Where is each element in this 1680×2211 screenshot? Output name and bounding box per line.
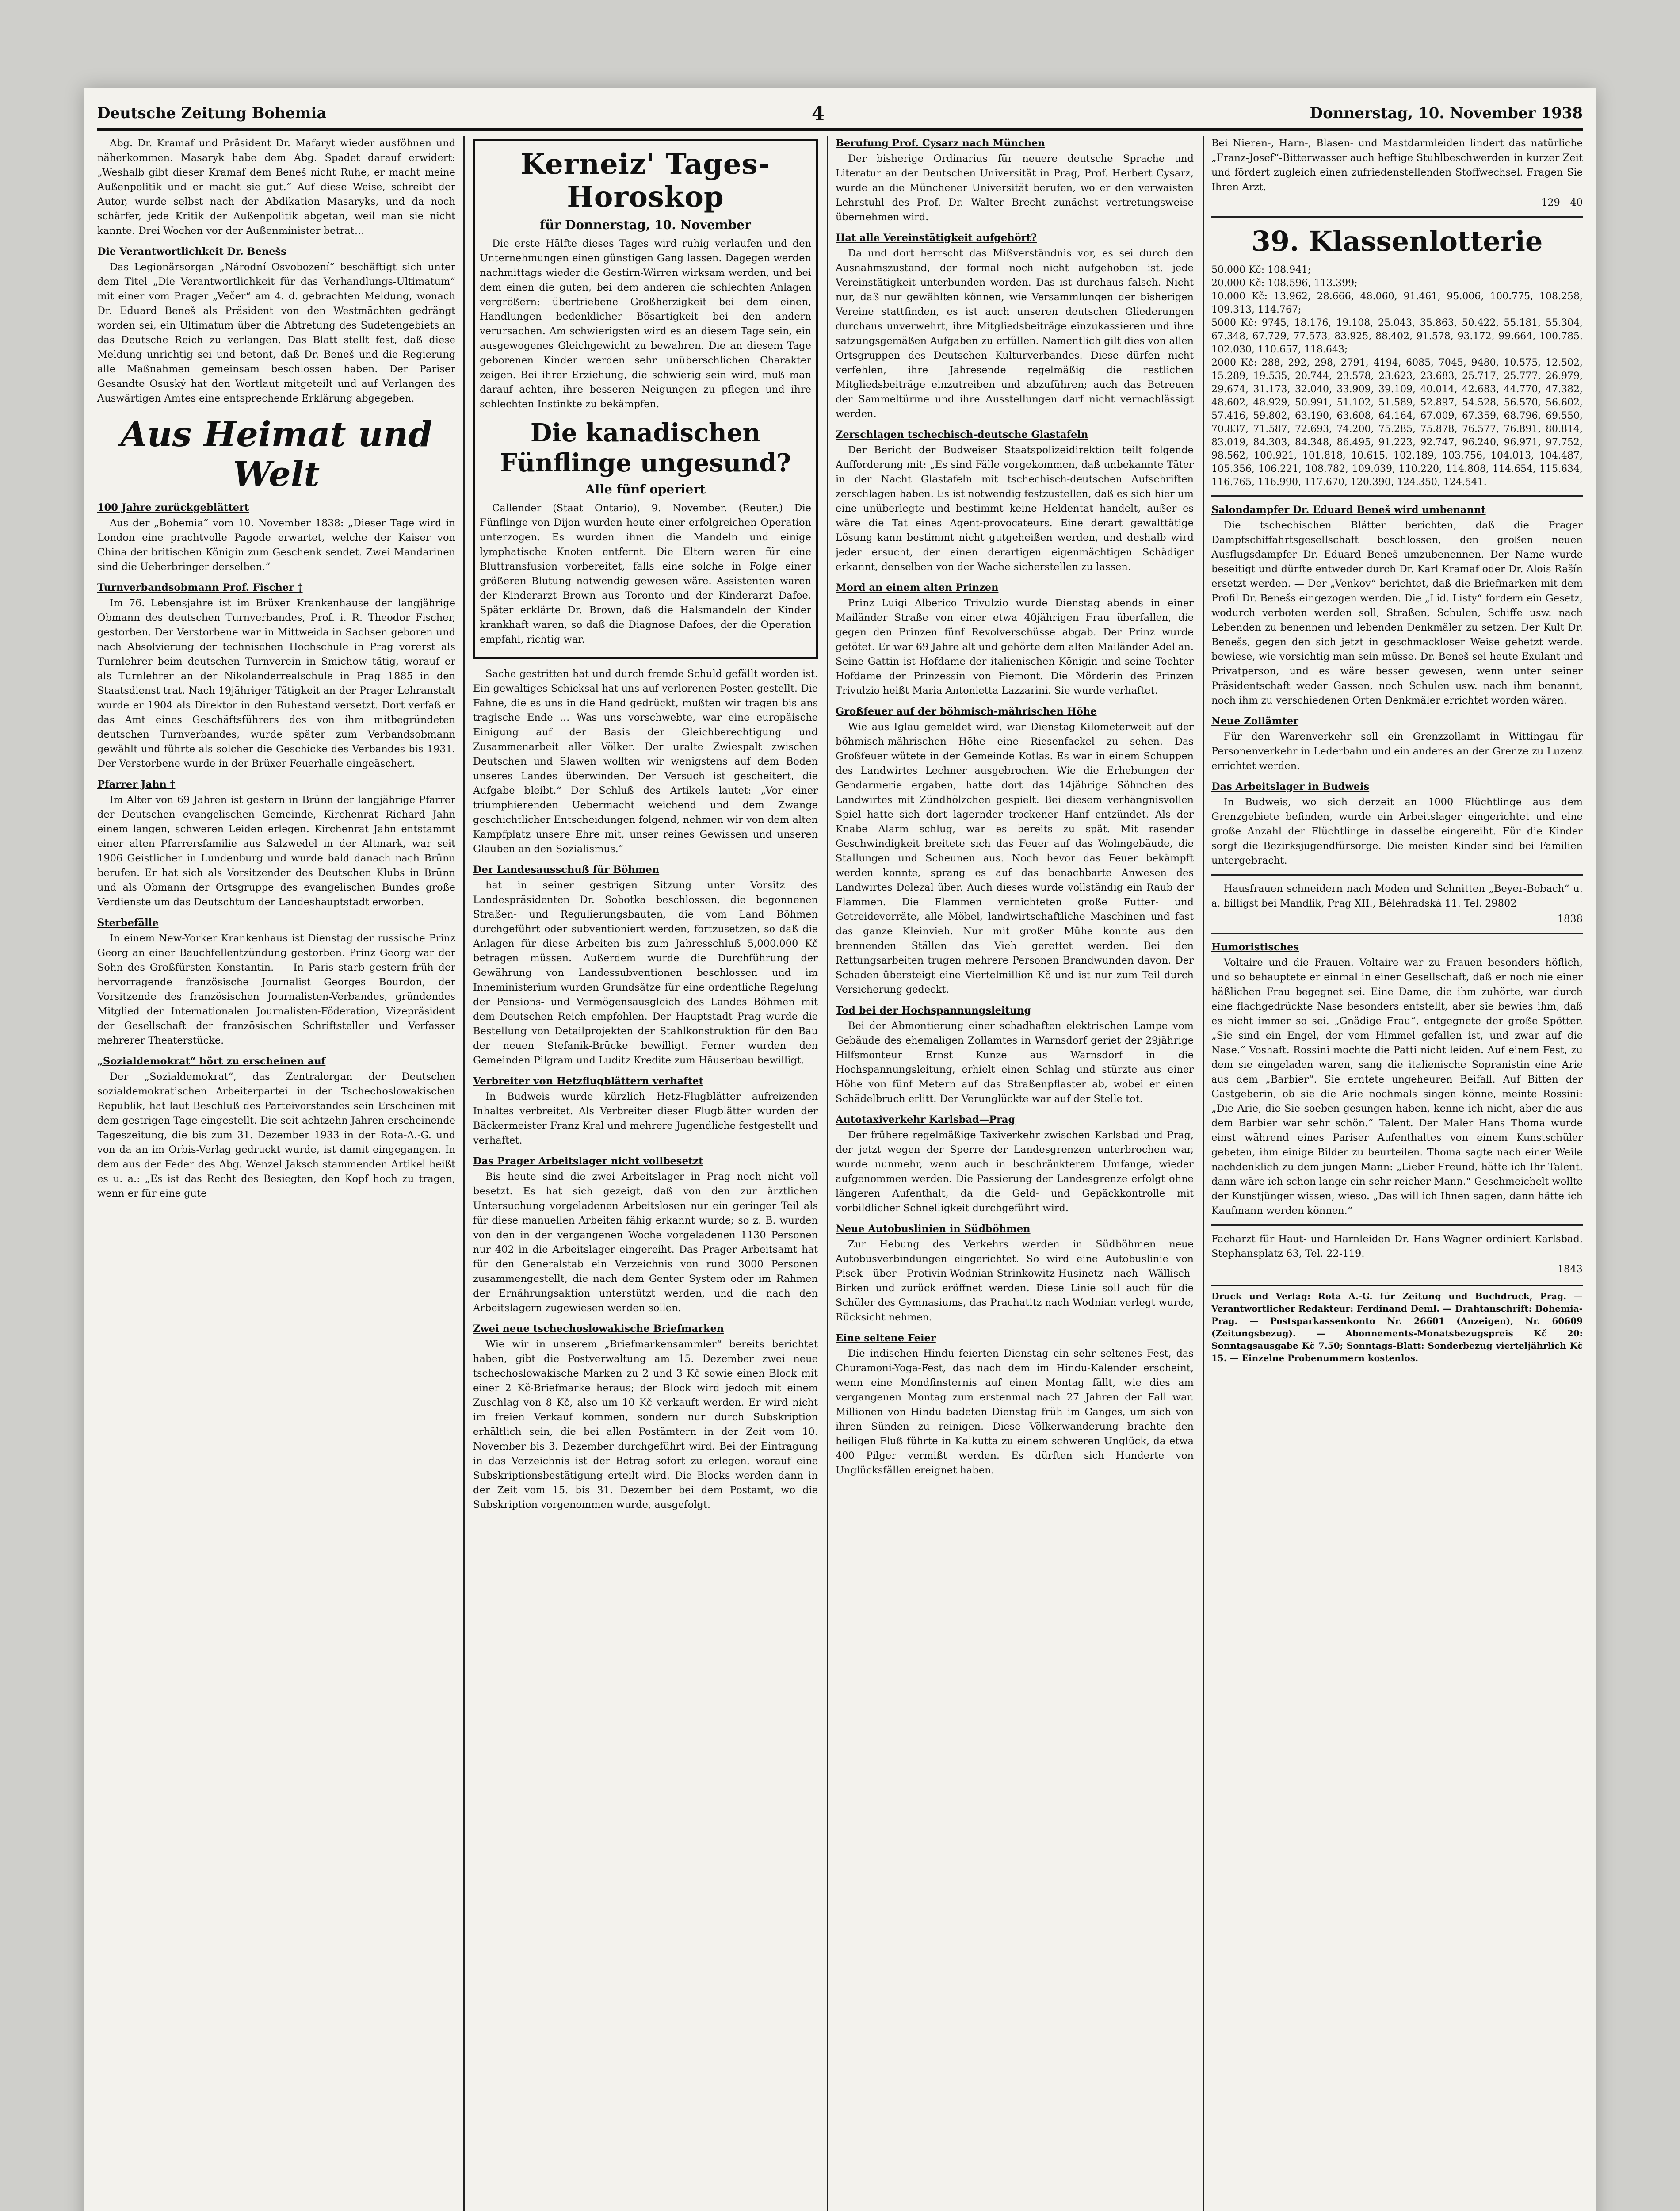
divider (1211, 874, 1583, 876)
article-heading: Neue Zollämter (1211, 715, 1298, 727)
article-text: Aus der „Bohemia“ vom 10. November 1838: „Dieser Tage wird in London eine prachtvolle Pagode erwartet, welche der Kaiser von China der britischen Königin zum Geschenk sendet. Zwei Mandarinen sind die Ueberbringer derselben.“ (97, 517, 455, 573)
article-text: Voltaire und die Frauen. Voltaire war zu Frauen besonders höflich, und so behauptete er einmal in einer Gesellschaft, daß er noch nie einer häßlichen Frau begegnet sei. Eine Dame, die ihm zuhörte, war durch eine flachgedrückte Nase besonders entstellt, aber sie bewies ihm, daß es nicht immer so sei. „Gnädige Frau“, entgegnete der große Spötter, „Sie sind ein Engel, der vom Himmel gefallen ist, und zwar auf die Nase.“ Voshaft. Rossini mochte die Patti nicht leiden. Auf einem Fest, zu dem sie eingeladen waren, sang die italienische Sopranistin eine Arie aus dem „Barbier“. Sie erntete ungeheuren Beifall. Auf Bitten der Gastgeberin, ob sie die Arie nochmals singen könne, meinte Rossini: „Die Arie, die Sie soeben gesungen haben, kenne ich nicht, aber die aus dem Barbier war sehr schön.“ Talent. Der Maler Hans Thoma wurde einst während eines Pariser Aufenthaltes von einem Kunstschüler gebeten, ihm einige Bilder zu beurteilen. Thoma sagte nach einer Weile nachdenklich zu dem jungen Mann: „Lieber Freund, hätte ich Ihr Talent, dann wäre ich schon lange ein sehr reicher Mann.“ Geschmeichelt wollte der Kunstjünger wissen, wieso. „Das will ich Ihnen sagen, dann hätte ich Kaufmann werden können.“ (1211, 957, 1583, 1216)
article-heading: Großfeuer auf der böhmisch-mährischen Höhe (836, 706, 1097, 717)
column-rule (827, 136, 828, 2211)
article-heading: Eine seltene Feier (836, 1332, 936, 1344)
fuenflinge-text: Callender (Staat Ontario), 9. November. (Reuter.) Die Fünflinge von Dijon wurden heute einer erfolgreichen Operation unterzogen. Es wurden ihnen die Mandeln und einige lymphatische Knoten entfernt. Die Eltern waren für eine Bluttransfusion vorbereitet, falls eine solche in Folge einer größeren Blutung notwendig gewesen wäre. Assistenten waren der Kinderarzt Brown aus Toronto und der Kinderarzt Dafoe. Später erklärte Dr. Brown, daß die Halsmandeln der Kinder krankhaft waren, so daß die Diagnose Dafoes, der die Operation empfahl, richtig war. (480, 502, 811, 645)
advertisement: Hausfrauen schneidern nach Moden und Schnitten „Beyer-Bobach“ u. a. billigst bei Mandlik, Prag XII., Bělehradská 11. Tel. 29802 (1211, 883, 1583, 909)
horoscope-title: Kerneiz' Tages-Horoskop (520, 148, 771, 214)
lottery-row: 20.000 Kč: 108.596, 113.399; (1211, 278, 1358, 289)
ad-code: 129—40 (1541, 197, 1583, 208)
lottery-row: 5000 Kč: 9745, 18.176, 19.108, 25.043, 35.863, 50.422, 55.181, 55.304, 67.348, 67.729, 77.573, 83.925, 88.402, 91.578, 93.172, 99.664, 100.785, 102.030, 110.657, 118.643; (1211, 317, 1583, 355)
article-text: Wie wir in unserem „Briefmarkensammler“ bereits berichtet haben, gibt die Postverwaltung am 15. Dezember zwei neue tschechoslowakische Marken zu 2 und 3 Kč sowie einen Block mit einer 2 Kč-Briefmarke heraus; der Block wird jedoch mit einem Zuschlag von 8 Kč, also um 10 Kč verkauft werden. Er wird nicht im freien Verkauf kommen, sondern nur durch Subskription erhältlich sein, die bei allen Postämtern in der Zeit vom 10. November bis 3. Dezember durchgeführt wird. Bei der Eintragung in das Verzeichnis ist der Betrag sofort zu erlegen, worauf eine Subskriptionsbestätigung erteilt wird. Die Blocks werden dann in der Zeit vom 15. bis 31. Dezember bei dem Postamt, wo die Subskription vorgenommen wurde, ausgefolgt. (473, 1339, 818, 1511)
article-text: Sache gestritten hat und durch fremde Schuld gefällt worden ist. Ein gewaltiges Schicksal hat uns auf verlorenen Posten gestellt. Die Fahne, die es uns in die Hand gedrückt, mußten wir tragen bis ans tragische Ende … Was uns vorschwebte, war eine europäische Einigung auf der Basis der Gleichberechtigung und Zusammenarbeit aller Völker. Der uralte Zwiespalt zwischen Deutschen und Slawen wollten wir wenigstens auf dem Boden unseres Landes überwinden. Der Versuch ist gescheitert, die Aufgabe bleibt.“ Der Schluß des Artikels lautet: „Vor einer triumphierenden Uebermacht weichend und dem Zwange geschichtlicher Entscheidungen folgend, nehmen wir von dem alten Kampfplatz unsere Ehre mit, unser reines Gewissen und unseren Glauben an den Sozialismus.“ (473, 668, 818, 855)
lottery-title: 39. Klassenlotterie (1251, 225, 1543, 257)
article-heading: Zerschlagen tschechisch-deutsche Glastafeln (836, 429, 1088, 440)
page-number: 4 (811, 102, 825, 124)
column-3 (836, 136, 1194, 2211)
horoscope-box (473, 139, 818, 659)
divider (1211, 1224, 1583, 1226)
article-text: Prinz Luigi Alberico Trivulzio wurde Dienstag abends in einer Mailänder Straße von einer etwa 40jährigen Frau überfallen, die gegen den Prinzen fünf Revolverschüsse abgab. Der Prinz wurde getötet. Er war 69 Jahre alt und gehörte dem alten Mailänder Adel an. Seine Gattin ist Hofdame der italienischen Königin und seine Tochter Hofdame der Prinzessin von Piemont. Die Mörderin des Prinzen Trivulzio heißt Maria Antonietta Lazzarini. Sie wurde verhaftet. (836, 597, 1194, 696)
article-text: Der bisherige Ordinarius für neuere deutsche Sprache und Literatur an der Deutschen Universität in Prag, Prof. Herbert Cysarz, wurde an die Münchener Universität berufen, wo er den verwaisten Lehrstuhl des Prof. Dr. Walter Brecht zunächst vertretungsweise übernehmen wird. (836, 153, 1194, 223)
article-text: Zur Hebung des Verkehrs werden in Südböhmen neue Autobusverbindungen eingerichtet. So wird eine Autobuslinie von Pisek über Protivin-Wodnian-Strinkowitz-Husinetz nach Wällisch-Birken und zurück eröffnet werden. Diese Linie soll auch für die Schüler des Gymnasiums, das Prachatitz nach Wodnian verlegt wurde, Rücksicht nehmen. (836, 1239, 1194, 1323)
horoscope-subtitle: für Donnerstag, 10. November (540, 218, 751, 232)
article-heading: Humoristisches (1211, 941, 1299, 953)
article-text: Das Legionärsorgan „Národní Osvobození“ beschäftigt sich unter dem Titel „Die Verantwortlichkeit für das Verhandlungs-Ultimatum“ mit einer vom Prager „Večer“ am 4. d. gebrachten Meldung, wonach Dr. Eduard Beneš als Präsident von den Westmächten gedrängt worden sei, ein Ultimatum über die Abtretung des Sudetengebiets an das Deutsche Reich zu verlangen. Das Blatt stellt fest, daß diese Meldung unrichtig sei und betont, daß Dr. Beneš und die Regierung alle Maßnahmen gemeinsam beschlossen haben. Der Pariser Gesandte Osuský hat den Wortlaut mitgeteilt und auf Verlangen des Auswärtigen Amtes eine entsprechende Erklärung abgegeben. (97, 261, 455, 404)
article-heading: Pfarrer Jahn † (97, 779, 176, 790)
fuenflinge-subtitle: Alle fünf operiert (585, 482, 706, 497)
divider (1211, 933, 1583, 934)
advertisement: Facharzt für Haut- und Harnleiden Dr. Hans Wagner ordiniert Karlsbad, Stephansplatz 63, Tel. 22-119. (1211, 1233, 1583, 1259)
article-heading: Berufung Prof. Cysarz nach München (836, 138, 1045, 149)
article-heading: Sterbefälle (97, 917, 159, 929)
article-text: Im Alter von 69 Jahren ist gestern in Brünn der langjährige Pfarrer der Deutschen evangelischen Gemeinde, Kirchenrat Richard Jahn einem langen, schweren Leiden erlegen. Kirchenrat Jahn entstammt einer alten Pfarrersfamilie aus Salzwedel in der Altmark, war seit 1906 Geistlicher in Lundenburg und wurde bald danach nach Brünn berufen. Er hat sich als Vorsitzender des Deutschen Klubs in Brünn und als Obmann der Ortsgruppe des evangelischen Bundes große Verdienste um das Deutschtum der Landeshauptstadt erworben. (97, 794, 455, 908)
article-heading: Der Landesausschuß für Böhmen (473, 864, 660, 876)
article-text: Die tschechischen Blätter berichten, daß die Prager Dampfschiffahrtsgesellschaft beschlossen, den großen neuen Ausflugsdampfer Dr. Eduard Beneš umzubenennen. Der Name wurde beseitigt und dürfte entweder durch Dr. Karl Kramaf oder Dr. Alois Rašín ersetzt werden. — Der „Venkov“ berichtet, daß die Briefmarken mit dem Profil Dr. Benešs eingezogen werden. Die „Lid. Listy“ fordern ein Gesetz, wodurch verboten werden soll, Straßen, Schulen, Schiffe usw. nach Lebenden zu benennen und lebenden Denkmäler zu setzen. Der Kult Dr. Benešs, gegen den sich jetzt in geschmackloser Weise gehetzt werde, bewiese, wie vorsichtig man sein müsse. Dr. Beneš sei heute Exulant und Privatperson, und es wäre besser gewesen, wenn unter seiner Präsidentschaft weder Gassen, noch Schulen usw. nach ihm benannt, noch ihm zu verschiedenen Orten Denkmäler errichtet worden wären. (1211, 520, 1583, 706)
article-text: In Budweis wurde kürzlich Hetz-Flugblätter aufreizenden Inhaltes verbreitet. Als Verbreiter dieser Flugblätter wurden der Bäckermeister Franz Kral und mehrere Jugendliche festgestellt und verhaftet. (473, 1091, 818, 1146)
article-text: In einem New-Yorker Krankenhaus ist Dienstag der russische Prinz Georg an einer Bauchfellentzündung gestorben. Prinz Georg war der Sohn des Großfürsten Konstantin. — In Paris starb gestern früh der hervorragende französische Journalist Georges Bourdon, der Vorsitzende des französischen Journalisten-Verbandes, gründendes Mitglied der Internationalen Journalisten-Föderation, Vizepräsident der Gesellschaft der französischen Schriftsteller und Verfasser mehrerer Theaterstücke. (97, 933, 455, 1046)
lottery-row: 50.000 Kč: 108.941; (1211, 264, 1311, 275)
article-text: Der frühere regelmäßige Taxiverkehr zwischen Karlsbad und Prag, der jetzt wegen der Sperre der Landesgrenzen unterbrochen war, wurde nunmehr, wenn auch in beschränkterem Umfange, wieder aufgenommen werden. Die Passierung der Landesgrenze erfolgt ohne längeren Aufenthalt, da die Geld- und Gepäckkontrolle mit vorbildlicher Schnelligkeit durchgeführt wird. (836, 1129, 1194, 1214)
article-text: Bei der Abmontierung einer schadhaften elektrischen Lampe vom Gebäude des ehemaligen Zollamtes in Warnsdorf geriet der 29jährige Hilfsmonteur Ernst Kunze aus Warnsdorf in die Hochspannungsleitung, erhielt einen Schlag und stürzte aus einer Höhe von fünf Metern auf das Straßenpflaster ab, wobei er einen Schädelbruch erlitt. Der Verunglückte war auf der Stelle tot. (836, 1020, 1194, 1105)
article-heading: „Sozialdemokrat“ hört zu erscheinen auf (97, 1056, 326, 1067)
column-rule (463, 136, 465, 2211)
lottery-row: 10.000 Kč: 13.962, 28.666, 48.060, 91.461, 95.006, 100.775, 108.258, 109.313, 114.767; (1211, 291, 1583, 315)
newspaper-title: Deutsche Zeitung Bohemia (97, 104, 327, 122)
masthead (97, 98, 1583, 131)
advertisement: Bei Nieren-, Harn-, Blasen- und Mastdarmleiden lindert das natürliche „Franz-Josef“-Bitterwasser auch heftige Stuhlbeschwerden in kurzer Zeit und fördert zugleich einen zufriedenstellenden Stoffwechsel. Fragen Sie Ihren Arzt. (1211, 138, 1583, 193)
article-heading: 100 Jahre zurückgeblättert (97, 502, 249, 513)
article-text: In Budweis, wo sich derzeit an 1000 Flüchtlinge aus dem Grenzgebiete befinden, wurde ein Arbeitslager eingerichtet und eine große Anzahl der Flüchtlinge in dasselbe eingereiht. Für die Kinder sorgt die Bezirksjugendfürsorge. Die meisten Kinder sind bei Familien untergebracht. (1211, 796, 1583, 866)
article-heading: Salondampfer Dr. Eduard Beneš wird umbenannt (1211, 504, 1486, 516)
divider (1211, 495, 1583, 497)
article-text: Wie aus Iglau gemeldet wird, war Dienstag Kilometerweit auf der böhmisch-mährischen Höhe eine Riesenfackel zu sehen. Das Großfeuer wütete in der Gemeinde Kotlas. Es war in einem Schuppen des Landwirtes Lechner ausgebrochen. Wie die Erhebungen der Gendarmerie ergaben, hatte dort das 14jährige Söhnchen des Landwirtes mit Zündhölzchen gespielt. Bei diesem verhängnisvollen Spiel hatte sich dort lagernder trockener Hanf entzündet. Als der Knabe Alarm schlug, war es bereits zu spät. Mit rasender Geschwindigkeit breitete sich das Feuer auf das Wohngebäude, die Stallungen und Scheunen aus. Noch bevor das Feuer bekämpft werden konnte, sprang es auf das benachbarte Anwesen des Landwirtes Dolezal über. Auch dieses wurde vollständig ein Raub der Flammen. Die Flammen vernichteten große Futter- und Getreidevorräte, alle Möbel, landwirtschaftliche Maschinen und fast das ganze Kleinvieh. Nur mit großer Mühe konnte aus den brennenden Ställen das Vieh gerettet werden. Bei den Rettungsarbeiten trugen mehrere Personen Brandwunden davon. Der Schaden übersteigt eine Viertelmillion Kč und ist nur zum Teil durch Versicherung gedeckt. (836, 721, 1194, 995)
article-heading: Das Prager Arbeitslager nicht vollbesetzt (473, 1155, 703, 1167)
article-heading: Verbreiter von Hetzflugblättern verhaftet (473, 1075, 703, 1087)
article-text: Der „Sozialdemokrat“, das Zentralorgan der Deutschen sozialdemokratischen Arbeiterpartei in der Tschechoslowakischen Republik, hat laut Beschluß des Parteivorstandes sein Erscheinen mit dem gestrigen Tage eingestellt. Die seit achtzehn Jahren erscheinende Tageszeitung, die bis zum 31. Dezember 1933 in der Rota-A.-G. und von da an im Orbis-Verlag gedruckt wurde, ist damit eingegangen. In dem aus der Feder des Abg. Wenzel Jaksch stammenden Artikel heißt es u. a.: „Es ist das Recht des Besiegten, den Kopf hoch zu tragen, wenn er für eine gute (97, 1071, 455, 1199)
article-heading: Mord an einem alten Prinzen (836, 582, 999, 593)
article-heading: Neue Autobuslinien in Südböhmen (836, 1223, 1031, 1235)
article-text: Für den Warenverkehr soll ein Grenzzollamt in Wittingau für Personenverkehr in Lederbahn und ein anderes an der Grenze zu Luzenz errichtet werden. (1211, 731, 1583, 772)
article-text: Da und dort herrscht das Mißverständnis vor, es sei durch den Ausnahmszustand, der formal noch nicht aufgehoben ist, jede Vereinstätigkeit unterbunden worden. Das ist durchaus falsch. Nicht nur, daß nur gewählten können, wie Versammlungen der bisherigen Vereine stattfinden, es ist auch unseren deutschen Gliederungen durchaus unverwehrt, ihre Mitgliedsbeiträge einzukassieren und ihre satzungsgemäßen Aufgaben zu erfüllen. Namentlich gilt dies von allen Ortsgruppen des Deutschen Kulturverbandes. Diese dürfen nicht verfehlen, ihre Jahresende regelmäßig die restlichen Mitgliedsbeiträge einzutreiben und abzuführen; auch das Betreuen der Sammeltürme und ihre Ausstellungen darf nicht vernachlässigt werden. (836, 248, 1194, 420)
imprint: Druck und Verlag: Rota A.-G. für Zeitung und Buchdruck, Prag. — Verantwortlicher Redakteur: Ferdinand Deml. — Drahtanschrift: Bohemia-Prag. — Postsparkassenkonto Nr. 26601 (Anzeigen), Nr. 60609 (Zeitungsbezug). — Abonnements-Monatsbezugspreis Kč 20: Sonntagsausgabe Kč 7.50; Sonntags-Blatt: Sonderbezug vierteljährlich Kč 15. — Einzelne Probenummern kostenlos. (1211, 1285, 1583, 1364)
horoscope-text: Die erste Hälfte dieses Tages wird ruhig verlaufen und den Unternehmungen einen günstigen Gang lassen. Dagegen werden nachmittags wieder die Gestirn-Wirren wirksam werden, und bei dem einen die guten, bei dem anderen die schlechten Anlagen vergrößern: übertriebene Großherzigkeit bei dem einen, Handlungen bedenklicher Bösartigkeit bei den andern verursachen. Am schwierigsten wird es an diesem Tage sein, ein ausgewogenes Gleichgewicht zu bewahren. Die an diesem Tage geborenen Kinder werden sehr unüberschlichen Charakter zeigen. Bei ihrer Erziehung, die schwierig sein wird, muß man darauf achten, ihre besseren Neigungen zu pflegen und ihre schlechten Instinkte zu bekämpfen. (480, 238, 811, 410)
article-heading: Die Verantwortlichkeit Dr. Benešs (97, 246, 286, 257)
article-heading: Tod bei der Hochspannungsleitung (836, 1005, 1031, 1016)
section-heading: Aus Heimat und Welt (120, 414, 432, 494)
column-1 (97, 136, 455, 2211)
article-text: Bis heute sind die zwei Arbeitslager in Prag noch nicht voll besetzt. Es hat sich gezeigt, daß von den zur ärztlichen Untersuchung vorgeladenen Arbeitslosen nur ein geringer Teil als für diese manuellen Arbeiten fähig erkannt wurde; so z. B. wurden von den in der vergangenen Woche vorgeladenen 1130 Personen nur 402 in die Arbeitslager eingereiht. Das Prager Arbeitsamt hat für den Generalstab ein Verzeichnis von rund 3000 Personen zusammengestellt, die nach dem Genter System oder im Rahmen der Ernährungsaktion unterstützt werden, und die nach den Arbeitslagern zugewiesen werden sollen. (473, 1171, 818, 1314)
ad-code: 1838 (1557, 913, 1583, 925)
column-4 (1211, 136, 1583, 2211)
issue-date: Donnerstag, 10. November 1938 (1310, 104, 1583, 122)
article-heading: Hat alle Vereinstätigkeit aufgehört? (836, 232, 1037, 244)
article-text: Die indischen Hindu feierten Dienstag ein sehr seltenes Fest, das Churamoni-Yoga-Fest, das nach dem im Hindu-Kalender erscheint, wenn eine Mondfinsternis auf einen Montag fällt, wie dies am vergangenen Montag zum erstenmal nach 27 Jahren der Fall war. Millionen von Hindu badeten Dienstag früh im Ganges, um sich von ihren Sünden zu reinigen. Diese Völkerwanderung brachte den heiligen Fluß führte in Kalkutta zu einem schweren Unglück, da etwa 400 Pilger vermißt werden. Es dürften sich Hunderte von Unglücksfällen ereignet haben. (836, 1348, 1194, 1476)
divider (1211, 216, 1583, 218)
article-text: Im 76. Lebensjahre ist im Brüxer Krankenhause der langjährige Obmann des deutschen Turnverbandes, Prof. i. R. Theodor Fischer, gestorben. Der Verstorbene war in Mittweida in Sachsen geboren und nach Absolvierung der technischen Hochschule in Prag vorerst als Turnlehrer beim deutschen Turnverein in Smichow tätig, worauf er als Turnlehrer an der Nikolanderrealschule in Prag 1885 in den Staatsdienst trat. Nach 19jähriger Tätigkeit an der Prager Lehranstalt wurde er 1904 als Direktor in den Ruhestand versetzt. Dort verfaß er das Amt eines Geschäftsführers des von ihm mitbegründeten deutschen Turnverbandes, wurde später zum Verbandsobmann gewählt und führte als solcher die Geschicke des Verbandes bis 1931. Der Verstorbene wurde in der Brüxer Feuerhalle eingeäschert. (97, 597, 455, 769)
article-text: hat in seiner gestrigen Sitzung unter Vorsitz des Landespräsidenten Dr. Sobotka beschlossen, die begonnenen Straßen- und Regulierungsbauten, die vom Land Böhmen durchgeführt oder subventioniert werden, fortzusetzen, so daß die Anlagen für diese Arbeiten bis zum Jahresschluß 5,000.000 Kč betragen müssen. Außerdem wurde die Durchführung der Gewährung von Landessubventionen beschlossen und im Inneministerium wurden Grundsätze für eine ordentliche Regelung der Pensions- und Vermögensausgleich des Landes Böhmen mit dem Deutschen Reich empfohlen. Der Hauptstadt Prag wurde die Bestellung von Detailprojekten der Stahlkonstruktion für den Bau der neuen Stefanik-Brücke bewilligt. Ferner wurden den Gemeinden Pilgram und Luditz Kredite zum Häuserbau bewilligt. (473, 880, 818, 1066)
ad-code: 1843 (1557, 1263, 1583, 1275)
column-2 (473, 136, 818, 2211)
column-rule (1203, 136, 1204, 2211)
fuenflinge-title: Die kanadischen Fünflinge ungesund? (500, 418, 791, 478)
article-text: Abg. Dr. Kramaf und Präsident Dr. Mafaryt wieder ausföhnen und näherkommen. Masaryk habe dem Abg. Spadet darauf erwidert: „Weshalb gibt dieser Kramaf dem Beneš nicht Ruhe, er macht meine Außenpolitik und er macht sie gut.“ Auf diese Weise, schreibt der Autor, wurde selbst nach der Abdikation Masaryks, und da noch schärfer, jede Kritik der Außenpolitik abgetan, weil man sie nicht kannte. Drei Wochen vor der Außenminister betrat… (97, 138, 455, 237)
article-heading: Zwei neue tschechoslowakische Briefmarken (473, 1323, 724, 1335)
article-text: Der Bericht der Budweiser Staatspolizeidirektion teilt folgende Aufforderung mit: „Es sind Fälle vorgekommen, daß unbekannte Täter in der Nacht Glastafeln mit tschechisch-deutschen Aufschriften zerschlagen haben. Es ist notwendig festzustellen, daß es sich hier um eine unüberlegte und bestimmt keine Heldentat handelt, außer es wäre die Tat eines Agent-provocateurs. Eine derart gewalttätige Lösung kann bestimmt nicht gutgeheißen werden, und deshalb wird jeder ersucht, der einen derartigen eigenmächtigen Schädiger erkannt, denselben von der Wache sicherstellen zu lassen. (836, 444, 1194, 573)
article-heading: Das Arbeitslager in Budweis (1211, 781, 1370, 792)
article-heading: Autotaxiverkehr Karlsbad—Prag (836, 1114, 1016, 1125)
article-heading: Turnverbandsobmann Prof. Fischer † (97, 582, 303, 593)
newspaper-page (84, 88, 1596, 2211)
lottery-row: 2000 Kč: 288, 292, 298, 2791, 4194, 6085, 7045, 9480, 10.575, 12.502, 15.289, 19.535, 20.744, 23.578, 23.623, 23.683, 25.717, 25.777, 26.979, 29.674, 31.173, 32.040, 33.909, 39.109, 40.014, 42.683, 44.770, 47.382, 48.602, 48.929, 50.991, 51.102, 51.589, 52.897, 54.528, 56.570, 56.602, 57.416, 59.802, 63.190, 63.608, 64.164, 67.009, 67.359, 68.796, 69.550, 70.837, 71.587, 72.693, 74.200, 75.285, 75.878, 76.577, 76.891, 80.814, 83.019, 84.303, 84.348, 86.495, 91.223, 92.747, 96.240, 96.971, 97.752, 98.562, 100.921, 101.818, 10.615, 102.189, 103.756, 104.013, 104.487, 105.356, 106.221, 108.782, 109.039, 110.220, 114.808, 114.654, 115.634, 116.765, 116.990, 117.670, 120.390, 124.350, 124.541. (1211, 357, 1583, 488)
